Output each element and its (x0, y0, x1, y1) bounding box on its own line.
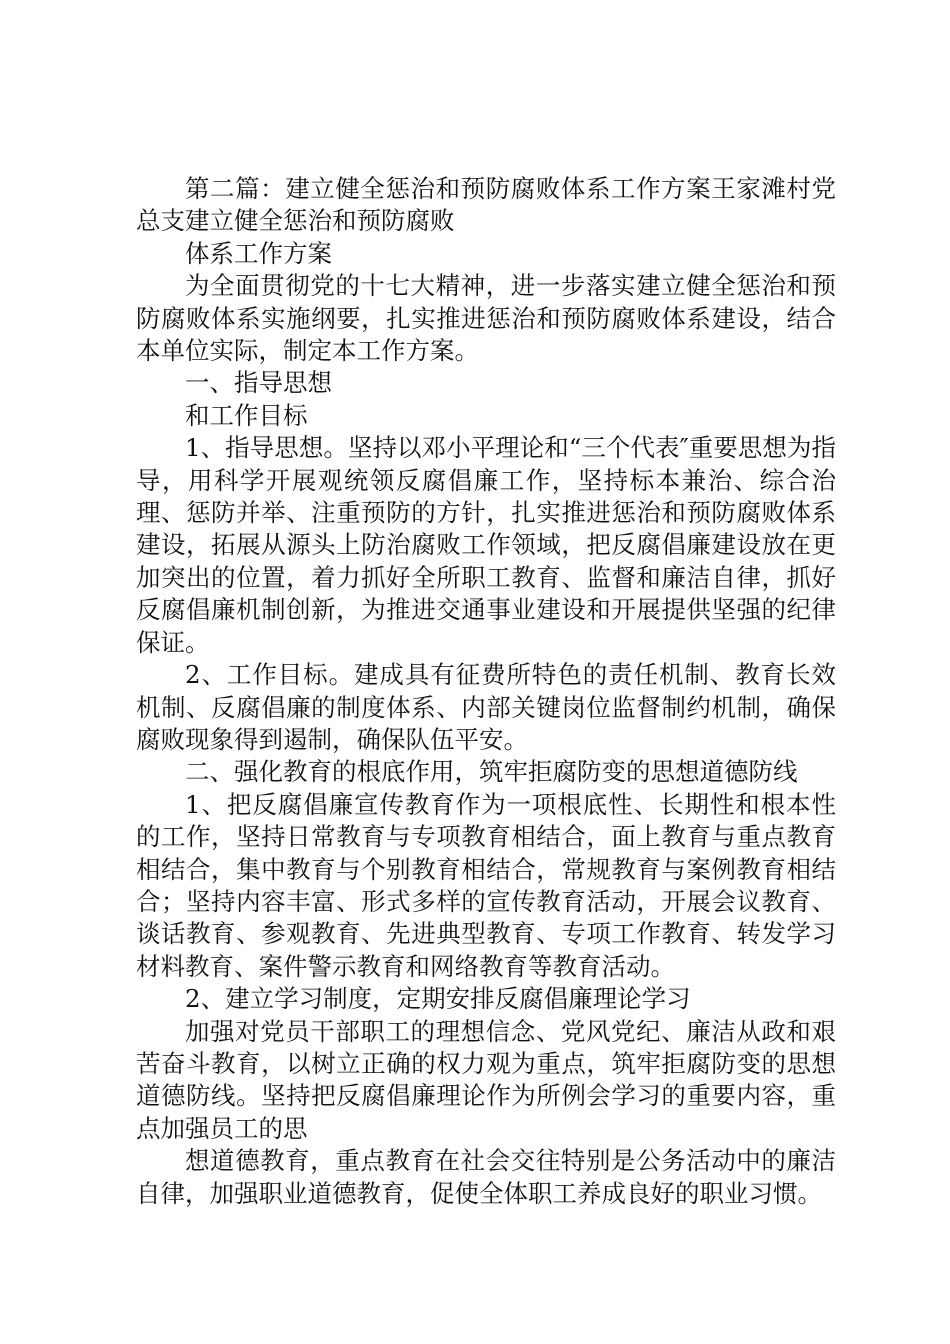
chapter-title: 第二篇：建立健全惩治和预防腐败体系工作方案王家滩村党总支建立健全惩治和预防腐败 (136, 174, 836, 236)
education-paragraph: 1、把反腐倡廉宣传教育作为一项根底性、长期性和根本性的工作，坚持日常教育与专项教育相结合，面上教育与重点教育相结合，集中教育与个别教育相结合，常规教育与案例教育相结合；坚持内容丰富、形式多样的宣传教育活动，开展会议教育、谈话教育、参观教育、先进典型教育、专项工作教育、转发学习材料教育、案件警示教育和网络教育等教育活动。 (136, 789, 836, 981)
section-heading-1-continuation: 和工作目标 (185, 400, 308, 430)
work-goal-paragraph: 2、工作目标。建成具有征费所特色的责任机制、教育长效机制、反腐倡廉的制度体系、内部关键岗位监督制约机制，确保腐败现象得到遏制，确保队伍平安。 (136, 660, 836, 754)
chapter-title-continuation: 体系工作方案 (185, 238, 332, 268)
section-heading-1: 一、指导思想 (185, 368, 332, 398)
ethics-education-paragraph: 想道德教育，重点教育在社会交往特别是公务活动中的廉洁自律，加强职业道德教育，促使全体职工养成良好的职业习惯。 (136, 1146, 836, 1208)
document-body (136, 173, 836, 1210)
study-system-paragraph: 加强对党员干部职工的理想信念、党风党纪、廉洁从政和艰苦奋斗教育，以树立正确的权力观为重点，筑牢拒腐防变的思想道德防线。坚持把反腐倡廉理论作为所例会学习的重要内容，重点加强员工的思 (136, 1016, 836, 1143)
guiding-ideology-paragraph: 1、指导思想。坚持以邓小平理论和“三个代表″重要思想为指导，用科学开展观统领反腐倡廉工作，坚持标本兼治、综合治理、惩防并举、注重预防的方针，扎实推进惩治和预防腐败体系建设，拓展从源头上防治腐败工作领域，把反腐倡廉建设放在更加突出的位置，着力抓好全所职工教育、监督和廉洁自律，抓好反腐倡廉机制创新，为推进交通事业建设和开展提供坚强的纪律保证。 (136, 433, 836, 657)
section-heading-2: 二、强化教育的根底作用，筑牢拒腐防变的思想道德防线 (185, 757, 798, 787)
study-system-heading: 2、建立学习制度，定期安排反腐倡廉理论学习 (185, 984, 691, 1014)
intro-paragraph: 为全面贯彻党的十七大精神，进一步落实建立健全惩治和预防腐败体系实施纲要，扎实推进惩治和预防腐败体系建设，结合本单位实际，制定本工作方案。 (136, 271, 836, 366)
